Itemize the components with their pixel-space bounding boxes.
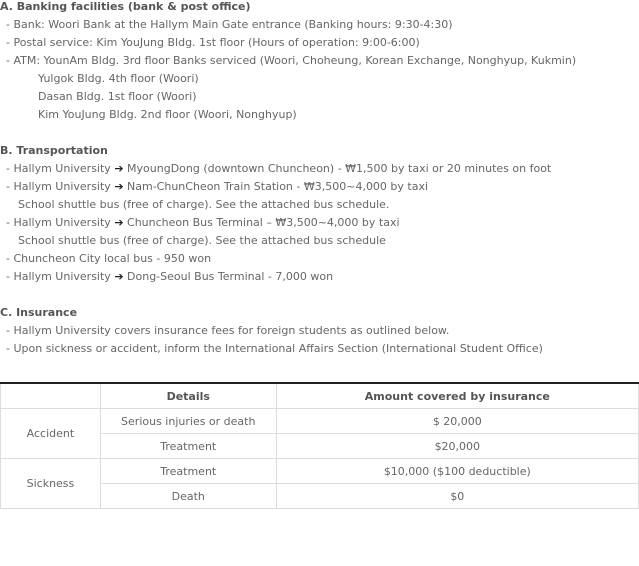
detail-cell: Serious injuries or death bbox=[100, 409, 276, 434]
shuttle-line: School shuttle bus (free of charge). See the attached bus schedule. bbox=[18, 198, 390, 211]
section-a-title: A. Banking facilities (bank & post office) bbox=[0, 0, 251, 13]
amount-cell: $10,000 ($100 deductible) bbox=[276, 459, 638, 484]
route-from: - Hallym University bbox=[6, 216, 111, 229]
route-to: Nam-ChunCheon Train Station - ₩3,500~4,000 by taxi bbox=[127, 180, 429, 193]
shuttle-line: School shuttle bus (free of charge). See the attached bus schedule bbox=[18, 234, 386, 247]
detail-cell: Treatment bbox=[100, 434, 276, 459]
route-line bbox=[6, 270, 333, 283]
category-cell: Sickness bbox=[1, 459, 101, 509]
arrow-right-icon: ➔ bbox=[114, 270, 124, 283]
table-header-row bbox=[1, 383, 639, 409]
atm-extra-line: Kim YouJung Bldg. 2nd floor (Woori, Nonghyup) bbox=[38, 108, 297, 121]
route-from: - Hallym University bbox=[6, 270, 111, 283]
insurance-table bbox=[0, 382, 639, 509]
amount-cell: $ 20,000 bbox=[276, 409, 638, 434]
postal-line: - Postal service: Kim YouJung Bldg. 1st floor (Hours of operation: 9:00-6:00) bbox=[6, 36, 420, 49]
route-to: Chuncheon Bus Terminal – ₩3,500~4,000 by taxi bbox=[127, 216, 400, 229]
amount-cell: $0 bbox=[276, 484, 638, 509]
route-line bbox=[6, 162, 551, 175]
detail-cell: Death bbox=[100, 484, 276, 509]
insurance-line: - Hallym University covers insurance fees for foreign students as outlined below. bbox=[6, 324, 450, 337]
atm-extra-line: Yulgok Bldg. 4th floor (Woori) bbox=[38, 72, 199, 85]
arrow-right-icon: ➔ bbox=[114, 180, 124, 193]
route-to: Dong-Seoul Bus Terminal - 7,000 won bbox=[127, 270, 334, 283]
route-to: MyoungDong (downtown Chuncheon) - ₩1,500 by taxi or 20 minutes on foot bbox=[127, 162, 552, 175]
bank-line: - Bank: Woori Bank at the Hallym Main Gate entrance (Banking hours: 9:30-4:30) bbox=[6, 18, 453, 31]
section-c-title: C. Insurance bbox=[0, 306, 78, 319]
category-cell: Accident bbox=[1, 409, 101, 459]
route-line bbox=[6, 180, 428, 193]
atm-line: - ATM: YounAm Bldg. 3rd floor Banks serviced (Woori, Choheung, Korean Exchange, Nonghyup, Kukmin) bbox=[6, 54, 577, 67]
arrow-right-icon: ➔ bbox=[114, 162, 124, 175]
atm-extra-line: Dasan Bldg. 1st floor (Woori) bbox=[38, 90, 197, 103]
table-header-cell: Amount covered by insurance bbox=[276, 383, 638, 409]
amount-cell: $20,000 bbox=[276, 434, 638, 459]
insurance-line: - Upon sickness or accident, inform the International Affairs Section (International Student Office) bbox=[6, 342, 543, 355]
route-line bbox=[6, 216, 400, 229]
table-header-cell: Details bbox=[100, 383, 276, 409]
section-b-title: B. Transportation bbox=[0, 144, 108, 157]
table-header-cell bbox=[1, 383, 101, 409]
detail-cell: Treatment bbox=[100, 459, 276, 484]
local-bus-line: - Chuncheon City local bus - 950 won bbox=[6, 252, 212, 265]
arrow-right-icon: ➔ bbox=[114, 216, 124, 229]
route-from: - Hallym University bbox=[6, 162, 111, 175]
table-row bbox=[1, 409, 639, 434]
table-row bbox=[1, 459, 639, 484]
route-from: - Hallym University bbox=[6, 180, 111, 193]
